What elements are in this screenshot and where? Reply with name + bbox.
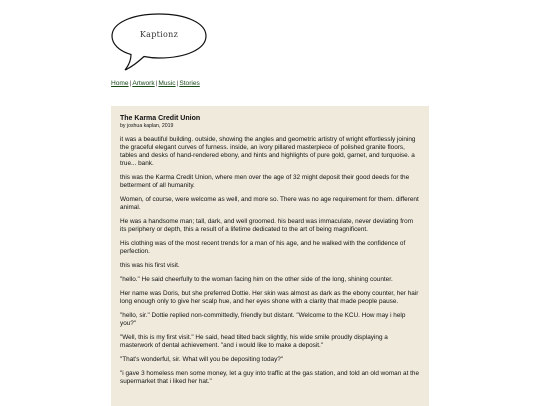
nav-separator: |	[129, 80, 132, 87]
story-paragraph: "hello, sir." Dottie replied non-committedly, friendly but distant. "Welcome to the KCU. How may i help you?"	[120, 312, 406, 327]
story-title: The Karma Credit Union	[120, 115, 201, 122]
story-byline: by joshua kaplan, 2019	[120, 123, 174, 129]
site-logo[interactable]	[108, 12, 210, 72]
nav-link-stories[interactable]: Stories	[179, 80, 200, 87]
speech-bubble-icon	[108, 12, 210, 72]
nav-link-home[interactable]: Home	[111, 80, 129, 87]
story-paragraph: "Well, this is my first visit." He said, head tilted back slightly, his wide smile proudly displaying a masterwork of dental achievement. "and i would like to make a deposit."	[120, 334, 388, 349]
logo-text: Kaptionz	[139, 30, 179, 39]
story-paragraph: it was a beautiful building. outside, showing the angles and geometric artistry of wright effortlessly joining the graceful elegant curves of furness. inside, an ivory pillared masterpiece of polished granite floors, tables and desks of hand-rendered ebony, and hints and highlights of pure gold, garnet, and turquoise. a true... bank.	[120, 136, 416, 167]
nav-separator: |	[176, 80, 179, 87]
story-paragraph: His clothing was of the most recent trends for a man of his age, and he walked with the confidence of perfection.	[120, 240, 406, 255]
main-nav	[111, 80, 200, 87]
nav-separator: |	[155, 80, 158, 87]
story-paragraph: He was a handsome man; tall, dark, and well groomed. his beard was immaculate, never deviating from its periphery or depth, this a result of a lifetime dedicated to the art of being magnificent.	[120, 218, 414, 233]
story-paragraph: "hello." He said cheerfully to the woman facing him on the other side of the long, shining counter.	[120, 276, 393, 283]
story-paragraph: Her name was Doris, but she preferred Dottie. Her skin was almost as dark as the ebony counter, her hair long enough only to give her scalp hue, and her eyes shone with a clarity that made people pause.	[120, 290, 419, 305]
story-panel	[111, 106, 429, 406]
story-paragraph: this was his first visit.	[120, 262, 180, 269]
story-paragraph: this was the Karma Credit Union, where men over the age of 32 might deposit their good deeds for the betterment of all humanity.	[120, 174, 410, 189]
nav-link-music[interactable]: Music	[158, 80, 176, 87]
nav-link-artwork[interactable]: Artwork	[132, 80, 155, 87]
story-paragraph: Women, of course, were welcome as well, and more so. There was no age requirement for them. different animal.	[120, 196, 419, 211]
story-paragraph: "That's wonderful, sir. What will you be depositing today?"	[120, 356, 284, 363]
story-paragraph: "i gave 3 homeless men some money, let a guy into traffic at the gas station, and told an old woman at the supermarket that i liked her hat."	[120, 370, 420, 385]
